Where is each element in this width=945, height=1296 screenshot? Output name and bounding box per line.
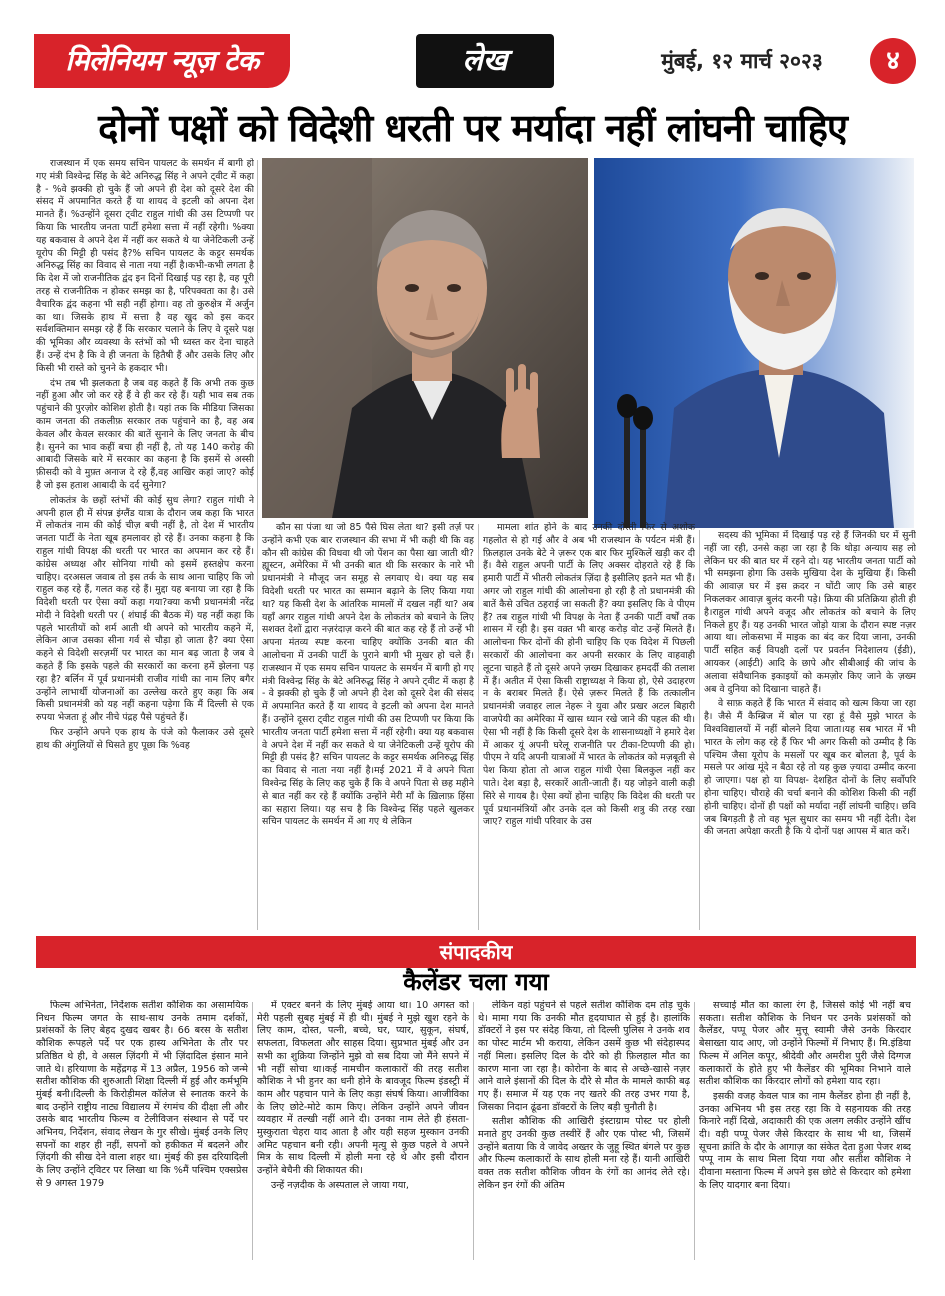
paragraph: सदस्य की भूमिका में दिखाई पड़ रहे हैं जिनकी घर में सुनी नहीं जा रही, उनसे कहा जा रहा है कि थोड़ा अन्याय सह लो लेकिन घर की बात घर में रहने दो। यह भारतीय जनता पार्टी को भी समझना होगा कि उसके मुखिया देश के मुखिया हैं। किसी की आवाज़ घर में इस क़दर न घोंटी जाए कि उसे बाहर निकलकर आवाज़ बुलंद करनी पड़े। क्रिया की प्रतिक्रिया होती ही है।राहुल गांधी अपने वजूद और लोकतंत्र को बचाने के लिए निकले हुए हैं। यह उनकी भारत जोड़ो यात्रा के दौरान स्पष्ट नज़र आया था। लोकसभा में माइक का बंद कर दिया जाना, उनकी पार्टी सहित कई विपक्षी दलों पर प्रवर्तन निदेशालय (ईडी), आयकर (आईटी) आदि के छापे और सीबीआई की जांच के अलावा संवैधानिक इकाइयों को कमज़ोर किए जाने के ज़ख्म अब वे दुनिया को दिखाना चाहते हैं। [704,530,916,695]
masthead [34,34,918,88]
issue-date: मुंबई, १२ मार्च २०२३ [661,49,823,73]
photo-rahul-gandhi [262,158,588,518]
photo-narendra-modi [594,158,914,528]
paragraph: फिल्म अभिनेता, निर्देशक सतीश कौशिक का असामयिक निधन फिल्म जगत के साथ-साथ उनके तमाम दर्शकों, प्रशंसकों के लिए बेहद दुखद खबर है। 66 बरस के सतीश कौशिक रूपहले पर्दे पर एक हास्य अभिनेता के तौर पर प्रतिष्ठित थे ही, वे असल ज़िंदगी में भी ज़िंदादिल इंसान माने जाते थे। हरियाणा के महेंद्रगढ़ में 13 अप्रैल, 1956 को जन्मे सतीश कौशिक की शुरुआती शिक्षा दिल्ली में हुई और कर्मभूमि मुंबई बनी।दिल्ली के किरोड़ीमल कॉलेज से स्नातक करने के बाद उन्होंने राष्ट्रीय नाट्य विद्यालय में रंगमंच की दीक्षा ली और उसके बाद भारतीय फिल्म व टेलीविजन संस्थान से पर्दे पर अभिनय, निर्देशन, संवाद लेखन के गुर सीखे। मुंबई उनके लिए सपनों का शहर ही नहीं, सपनों को हकीकत में बदलने और ज़िंदगी की सीख देने वाला शहर था। मुंबई की इस दरियादिली के लिए उन्होंने ट्विटर पर लिखा था कि %मैं पश्चिम एक्सप्रेस से 9 अगस्त 1979 [36,1000,248,1189]
paragraph: मामला शांत होने के बाद उनकी दोस्ती फिर से अशोक गहलोत से हो गई और वे अब भी राजस्थान के पर्यटन मंत्री हैं। फ़िलहाल उनके बेटे ने ज़रूर एक बार फिर मुश्किलें खड़ी कर दी हैं। वैसे राहुल अपनी पार्टी के लिए अक्सर दोहराते रहे हैं कि हमारी पार्टी में भीतरी लोकतंत्र ज़िंदा है इसीलिए इतने मत भी हैं।अगर जो राहुल गांधी की आलोचना हो रही है तो प्रधानमंत्री की बातें कैसे उचित ठहराई जा सकती हैं? क्या इसलिए कि वे पीएम हैं? तब राहुल गांधी भी विपक्ष के नेता हैं उनकी पार्टी वर्षों तक शासन में रही है। इस वक़्त भी बारह करोड़ वोट उन्हें मिलते हैं। आलोचना फिर दोनों की होनी चाहिए कि एक विदेश में पिछली सरकारों की आलोचना कर अपनी सरकार के लिए वाहवाही लूटना चाहते हैं तो दूसरे अपने ज़ख्म दिखाकर हमदर्दी की तलाश में हैं। अतीत में ऐसा किसी राष्ट्राध्यक्ष ने किया हो, ऐसे उदाहरण न के बराबर मिलते हैं। ऐसे ज़रूर मिलते हैं कि तत्कालीन प्रधानमंत्री जवाहर लाल नेहरू ने युवा और प्रखर अटल बिहारी वाजपेयी का अमेरिका में खास ध्यान रखे जाने की पहल की थी। ऐसा भी नहीं है कि किसी दूसरे देश के शासनाध्यक्षों ने हमारे देश में आकर यूं अपनी घरेलू राजनीति पर टीका-टिप्पणी की हो।पीएम ने यदि अपनी यात्राओं में भारत के लोकतंत्र को मज़बूती से पेश किया होता तो आज राहुल गांधी ऐसा बिलकुल नहीं कर पाते। देश बड़ा है, सरकारें आती-जाती हैं। यह जोड़ने वाली कड़ी सिरे से गायब है। ऐसा क्यों होना चाहिए कि विदेश की धरती पर पूर्व प्रधानमंत्रियों और उनके दल को किसी शत्रु की तरह रखा जाए? राहुल गांधी परिवार के उस [483,522,695,828]
paragraph: दंभ तब भी झलकता है जब वह कहते हैं कि अभी तक कुछ नहीं हुआ और जो कर रहे हैं वे ही कर रहे हैं। यही भाव सब तक पहुंचाने की पुरज़ोर कोशिश होती है। यहां तक कि मीडिया जिसका काम जनता की तकलीफ़ सरकार तक पहुंचाने का है, वह अब केवल और केवल सरकार की बातें सुनाने के लिए जनता के बीच है। सुनने का भाव कहीं बचा ही नहीं है, तो यह 140 करोड़ की आबादी जिसके बारे में सरकार का कहना है कि इसमें से अस्सी फ़ीसदी को वे मुफ़्त अनाज दे रहे हैं,वह आखिर कहां जाए? कोई है जो इस हताश आबादी के दर्द सुनेगा? [36,377,254,491]
section-label: लेख [416,34,554,88]
paragraph: वे साफ़ कहते हैं कि भारत में संवाद को खत्म किया जा रहा है। जैसे मैं कैम्ब्रिज में बोल पा रहा हूं वैसे मुझे भारत के विश्वविद्यालयों में नहीं बोलने दिया जाता।यह सब भारत में भी भारत के लोग कह रहे हैं फिर भी अगर किसी को उम्मीद है कि पश्चिम जैसा यूरोप के मसलों पर खूब कर बोलता है, पूर्व के मसले पर आंख मूंदे न बैठा रहे तो यह कुछ ज़्यादा उम्मीद करना हो जाएगा। पक्ष हो या विपक्ष- देशहित दोनों के लिए सर्वोपरि होना चाहिए। चौराहे की चर्चा बनाने की कोशिश किसी की नहीं होनी चाहिए। दोनों ही पक्षों को मर्यादा नहीं लांघनी चाहिए। छवि जब बिगड़ती है तो वह भूल सुधार का समय भी नहीं देती। देश की जनता अपेक्षा करती है कि ये दोनों पक्ष आपस में बात करें। [704,698,916,838]
article-headline: दोनों पक्षों को विदेशी धरती पर मर्यादा नहीं लांघनी चाहिए [98,106,847,150]
paragraph: कौन सा पंजा था जो 85 पैसे घिस लेता था? इसी तर्ज़ पर उन्होंने कभी एक बार राजस्थान की सभा में भी कही थी कि वह कौन सी कांग्रेस की विधवा थी जो पेंशन का पैसा खा जाती थी? ह्यूस्टन, अमेरिका में भी उनकी बात थी कि सरकार के नारे भी प्रधानमंत्री ने मौजूद जन समूह से लगवाए थे। क्या यह सब विदेशी धरती पर भारत का सम्मान बढ़ाने के लिए किया गया था? यह किसी देश के आंतरिक मामलों में दखल नहीं था? अब यहाँ अगर राहुल गांधी अपने देश के लोकतंत्र को बचाने के लिए सशक्त देशों द्वारा नज़रंदाज़ करने की बात कह रहे हैं तो उन्हें भी अपना मंतव्य स्पष्ट करना चाहिए क्योंकि उनकी बात की आलोचना में उनकी पार्टी के पुराने बागी भी मुखर हो चले हैं।राजस्थान में एक समय सचिन पायलट के समर्थन में बागी हो गए मंत्री विश्वेन्द्र सिंह के बेटे अनिरुद्ध सिंह ने अपने ट्वीट में कहा है - वे झक्की हो चुके हैं जो अपने ही देश को दूसरे देश की संसद में अपमानित करते हैं या शायद वे इटली को अपना देश मानते हैं। उन्होंने दूसरा ट्वीट राहुल गांधी की उस टिप्पणी पर किया कि भारतीय जनता पार्टी हमेशा सत्ता में नहीं रहेगी। क्या यह बकवास वे अपने देश में नहीं कर सकते थे या जेनेटिकली उन्हें यूरोप की मिट्टी ही पसंद है? सचिन पायलट के कट्टर समर्थक अनिरुद्ध सिंह का विवाद से नाता नया नहीं है।मई 2021 में वे अपने पिता विश्वेन्द्र सिंह के लिए कह चुके हैं कि वे अपने पिता से छह महीने से बात नहीं कर रहे हैं क्योंकि उन्होंने मेरी माँ के ख़िलाफ़ हिंसा का सहारा लिया। यह सच है कि विश्वेन्द्र सिंह पहले खुलकर सचिन पायलट के समर्थन में आ गए थे लेकिन [262,522,474,828]
paragraph: सच्चाई मौत का काला रंग है, जिससे कोई भी नहीं बच सकता। सतीश कौशिक के निधन पर उनके प्रशंसकों को कैलेंडर, पप्पू पेजर और मुत्तू स्वामी जैसे उनके किरदार बेसाख्ता याद आए, जो उन्होंने फिल्मों में निभाए हैं। मि.इंडिया फिल्म में अनिल कपूर, श्रीदेवी और अमरीश पुरी जैसे दिग्गज कलाकारों के होते हुए भी कैलेंडर की भूमिका निभाने वाले सतीश कौशिक का किरदार लोगों को हमेशा याद रहा। [699,1000,911,1088]
column-divider [694,1002,695,1260]
article-column-1 [36,158,254,930]
editorial-column-4 [699,1000,911,1262]
paragraph: लेकिन वहां पहुंचने से पहले सतीश कौशिक दम तोड़ चुके थे। मामा गया कि उनकी मौत हृदयाघात से हुई है। हालांकि डॉक्टरों ने इस पर संदेह किया, तो दिल्ली पुलिस ने उनके शव का पोस्ट मार्टम भी कराया, लेकिन उसमें कुछ भी संदेहास्पद नहीं मिला। इसलिए दिल के दौरे को ही फ़िलहाल मौत का कारण माना जा रहा है। कोरोना के बाद से अच्छे-खासे नज़र आने वाले इंसानों की दिल के दौरे से मौत के मामले काफी बढ़ गए हैं। समाज में यह एक नए खतरे की तरह उभर गया है, जिसका निदान ढूंढना डॉक्टरों के लिए बड़ी चुनौती है। [478,1000,690,1113]
column-divider [478,524,479,930]
paragraph: लोकतंत्र के छहों स्तंभों की कोई सुध लेगा? राहुल गांधी ने अपनी हाल ही में संपन्न इंग्लैंड यात्रा के दौरान जब कहा कि भारत में लोकतंत्र नाम की कोई चीज़ बची नहीं है, तो देश में भारतीय जनता पार्टी के नेता खूब हमलावर हो रहे हैं। उनका कहना है कि राहुल गांधी विपक्ष की धरती पर भारत का अपमान कर रहे हैं। कांग्रेस अध्यक्ष और सोनिया गांधी को इसमें हस्तक्षेप करना चाहिए। दरअसल जवाब तो इस तर्क के साथ आना चाहिए कि जो राहुल कह रहे हैं, गलत कह रहे हैं। मुद्दा यह बनाया जा रहा है कि विदेशी धरती पर ऐसा क्यों कहा गया?क्या कभी प्रधानमंत्री नरेंद्र मोदी ने विदेशी धरती पर ( शंघाई की बैठक में) यह नहीं कहा कि पहले भारतीयों को शर्म आती थी अपने को भारतीय कहने में, लेकिन आज उसका सीना गर्व से चौड़ा हो जाता है? क्या ऐसा कहने से विदेशी सरज़मीं पर भारत का मान बढ़ जाता है जब वे कहते हैं कि इसके पहले की सरकारों का करना हमें झेलना पड़ रहा है? बर्लिन में पूर्व प्रधानमंत्री राजीव गांधी का नाम लिए बगैर उन्होंने लाभार्थी योजनाओं का उल्लेख करते हुए कहा कि अब किसी प्रधानमंत्री को यह नहीं कहना पड़ेगा कि मैं दिल्ली से एक रुपया भेजता हूं और नीचे पंद्रह पैसे पहुंचते हैं। [36,494,254,724]
article-column-3 [483,522,695,930]
paragraph: राजस्थान में एक समय सचिन पायलट के समर्थन में बागी हो गए मंत्री विश्वेन्द्र सिंह के बेटे अनिरुद्ध सिंह ने अपने ट्वीट में कहा है - %वे झक्की हो चुके हैं जो अपने ही देश को दूसरे देश की संसद में अपमानित करते हैं या शायद वे इटली को अपना देश मानते हैं। %उन्होंने दूसरा ट्वीट राहुल गांधी की उस टिप्पणी पर किया कि भारतीय जनता पार्टी हमेशा सत्ता में नहीं रहेगी। %क्या यह बकवास वे अपने देश में नहीं कर सकते थे या जेनेटिकली उन्हें यूरोप की मिट्टी ही पसंद है?% सचिन पायलट के कट्टर समर्थक अनिरुद्ध सिंह का विवाद से नाता नया नहीं है।कभी-कभी लगता है कि देश में जो राजनीतिक द्वंद इन दिनों दिखाई पड़ रहा है, वह पूरी तरह से राजनीतिक न होकर समझ का है, परिपक्वता का है। उसे वैचारिक द्वंद कहना भी सही नहीं होगा। वह तो कुरुक्षेत्र में अर्जुन का था। जिसके हाथ में सत्ता है वह खुद को इस कदर सर्वशक्तिमान समझ रहे हैं कि सरकार चलाने के लिए वे दूसरे पक्ष की भूमिका और व्यवस्था के स्तंभों को भी ध्वस्त कर देना चाहते हैं। उन्हें दंभ है कि वे ही जनता के हितैषी हैं और उसके लिए और किसी भी रास्ते को चुनने के हकदार भी। [36,158,254,374]
paragraph: सतीश कौशिक की आखिरी इंस्टाग्राम पोस्ट पर होली मनाते हुए उनकी कुछ तस्वीरें हैं और एक पोस्ट भी, जिसमें उन्होंने बताया कि वे जावेद अख्तर के जुहू स्थित बंगले पर कुछ और फिल्म कलाकारों के साथ होली मना रहे हैं। यानी आखिरी वक्त तक सतीश कौशिक जीवन के रंगों का आनंद लेते रहे। लेकिन इन रंगों की अंतिम [478,1116,690,1191]
column-divider [699,530,700,930]
editorial-title: कैलेंडर चला गया [403,968,549,996]
newspaper-logo: मिलेनियम न्यूज़ टेक [34,34,290,88]
article-column-4 [704,530,916,930]
paragraph: उन्हें नज़दीक के अस्पताल ले जाया गया, [271,1179,409,1191]
paragraph: फिर उन्होंने अपने एक हाथ के पंजे को फैलाकर उसे दूसरे हाथ की अंगुलियों से घिसते हुए पूछा कि %वह [36,727,254,751]
editorial-label: संपादकीय [439,940,513,964]
column-divider [252,1002,253,1260]
editorial-column-1 [36,1000,248,1262]
column-divider [473,1002,474,1260]
page-number-badge: ४ [870,38,916,84]
paragraph: में एक्टर बनने के लिए मुंबई आया था। 10 अगस्त को मेरी पहली सुबह मुंबई में ही थी। मुंबई ने मुझे खुश रहने के लिए काम, दोस्त, पत्नी, बच्चे, घर, प्यार, सुकून, संघर्ष, सफलता, विफलता और साहस दिया। सुप्रभात मुंबई और उन सभी का शुक्रिया जिन्होंने मुझे वो सब दिया जो मैंने सपने में भी नहीं सोचा था।कई नामचीन कलाकारों की तरह सतीश कौशिक ने भी हुनर का धनी होने के बावजूद फिल्म इंडस्ट्री में काम और पहचान पाने के लिए कड़ा संघर्ष किया। आजीविका के लिए छोटे-मोटे काम किए। लेकिन उन्होंने अपने जीवन व्यवहार में तल्खी नहीं आने दी। उनका नाम लेते ही हंसता-मुस्कुराता चेहरा याद आता है और यही सहज मुस्कान उनकी अमिट पहचान बनी रही। अपनी मृत्यु से कुछ पहले वे अपने मित्र के साथ दिल्ली में होली मना रहे थे और इसी दौरान उन्होंने बेचैनी की शिकायत की। [257,1000,469,1177]
editorial-column-3 [478,1000,690,1262]
paragraph: इसकी वजह केवल पात्र का नाम कैलेंडर होना ही नहीं है, उनका अभिनय भी इस तरह रहा कि वे सहनायक की तरह किनारे नहीं दिखे, अदाकारी की एक अलग लकीर उन्होंने खींच दी। वही पप्पू पेजर जैसे किरदार के साथ भी था, जिसमें सूचना क्रांति के दौर के आगाज़ का संकेत देता हुआ पेजर शब्द पप्पू नाम के साथ मिला दिया गया और सतीश कौशिक ने दीवाना मस्ताना फिल्म में अपने इस छोटे से किरदार को हमेशा के लिए यादगार बना दिया। [699,1090,911,1191]
column-divider [257,160,258,930]
editorial-column-2 [257,1000,469,1262]
article-column-2 [262,522,474,930]
